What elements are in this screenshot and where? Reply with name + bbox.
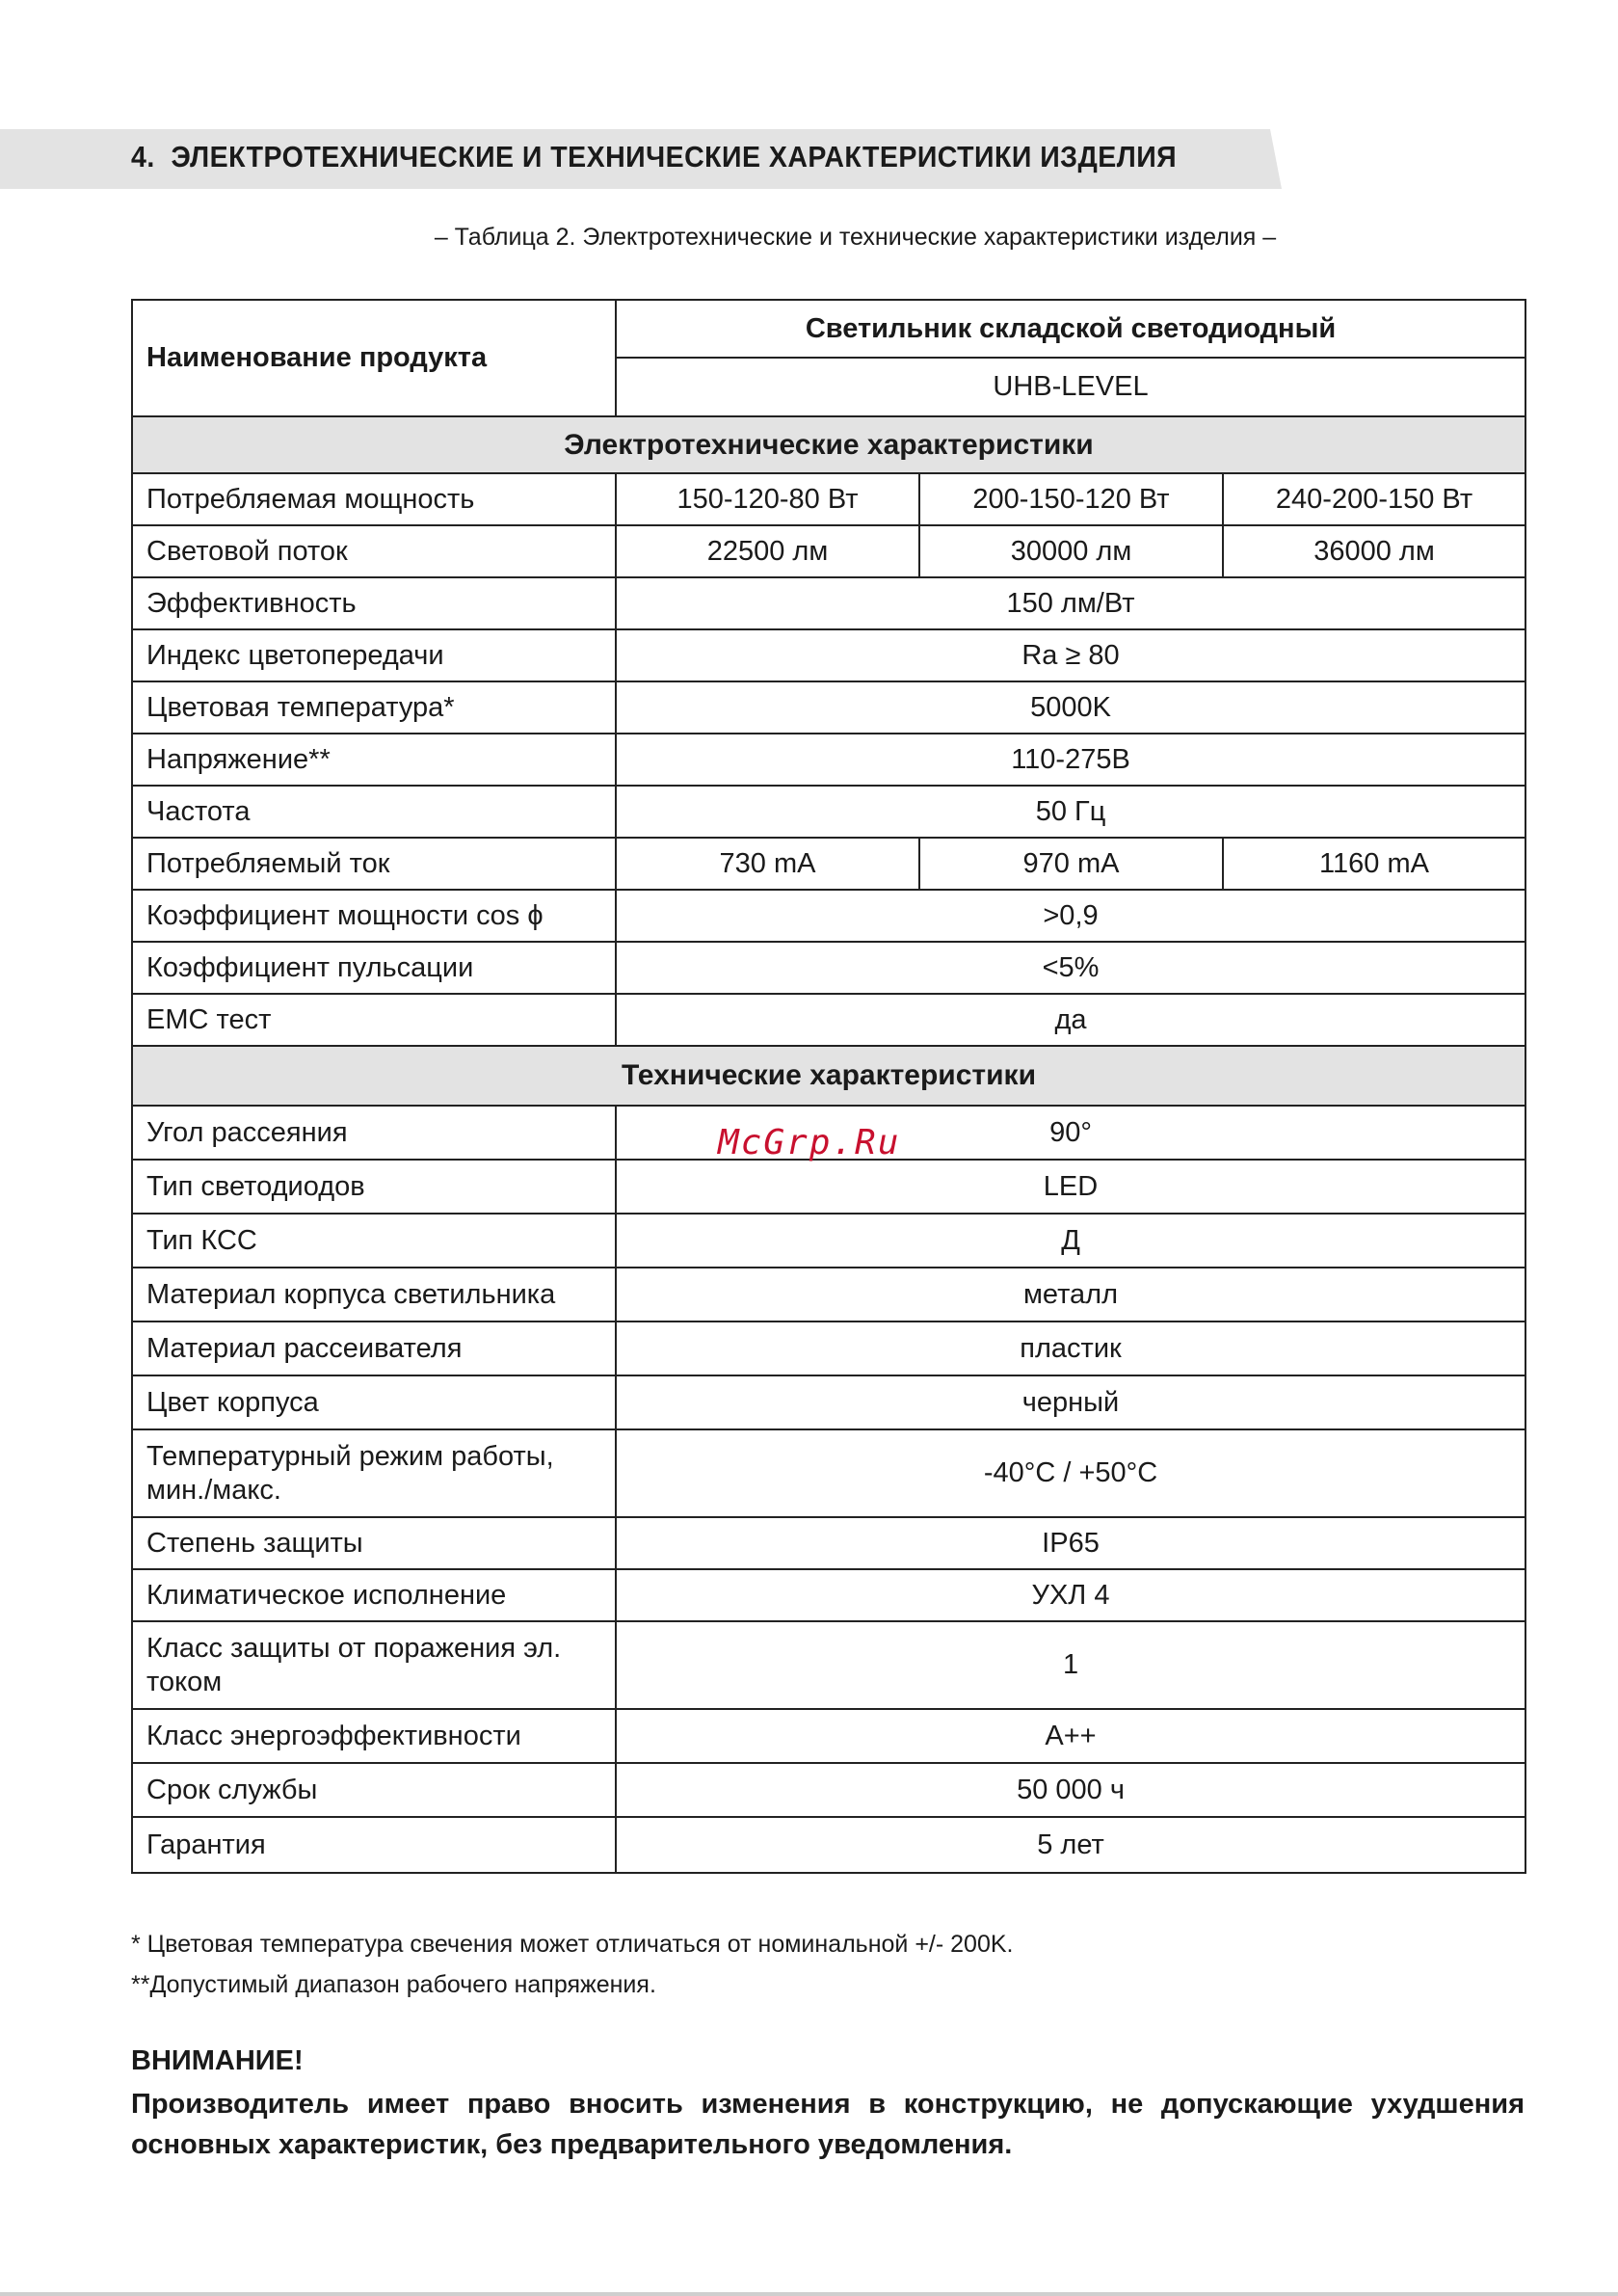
footnote-color-temperature: * Цветовая температура свечения может отличаться от номинальной +/- 200K. [131, 1931, 1014, 1958]
electrical-section-header: Электротехнические характеристики [132, 416, 1525, 473]
table-row: Световой поток 22500 лм 30000 лм 36000 лм [132, 525, 1525, 577]
spec-table [131, 299, 1526, 1874]
table-row: Потребляемый ток 730 mA 970 mA 1160 mA [132, 838, 1525, 890]
table-row: Частота 50 Гц [132, 786, 1525, 838]
table-row: Коэффициент мощности cos ϕ >0,9 [132, 890, 1525, 942]
table-row: Потребляемая мощность 150-120-80 Вт 200-150-120 Вт 240-200-150 Вт [132, 473, 1525, 525]
table-row: EMC тест да [132, 994, 1525, 1046]
table-row: Материал корпуса светильника металл [132, 1268, 1525, 1322]
footnote-voltage: **Допустимый диапазон рабочего напряжения. [131, 1971, 656, 1998]
product-model: UHB-LEVEL [616, 358, 1525, 416]
table-row: Класс защиты от поражения эл. током 1 [132, 1621, 1525, 1709]
table-row: Напряжение** 110-275В [132, 734, 1525, 786]
table-row: Срок службы 50 000 ч [132, 1763, 1525, 1817]
table-row: Класс энергоэффективности A++ [132, 1709, 1525, 1763]
table-row: Цветовая температура* 5000K [132, 681, 1525, 734]
section-number: 4. [131, 140, 155, 174]
table-row: Температурный режим работы, мин./макс. -40°C / +50°C [132, 1429, 1525, 1517]
table-row: Материал рассеивателя пластик [132, 1322, 1525, 1375]
table-row: Угол рассеяния 90° [132, 1106, 1525, 1160]
table-row: Тип КСС Д [132, 1214, 1525, 1268]
table-row: Степень защиты IP65 [132, 1517, 1525, 1569]
table-row: Гарантия 5 лет [132, 1817, 1525, 1873]
table-row: Климатическое исполнение УХЛ 4 [132, 1569, 1525, 1621]
table-caption: – Таблица 2. Электротехнические и технические характеристики изделия – [434, 224, 1277, 251]
footnotes [131, 1924, 1013, 2005]
watermark: McGrp.Ru [718, 1123, 901, 1162]
section-title [131, 140, 1177, 174]
warning-text: Производитель имеет право вносить изменения в конструкцию, не допускающие ухудшения основных характеристик, без предварительного уведомления. [131, 2089, 1525, 2160]
page-bottom-rule [0, 2292, 1618, 2296]
product-name: Светильник складской светодиодный [616, 300, 1525, 358]
table-row: Тип светодиодов LED [132, 1160, 1525, 1214]
table-row [132, 300, 1525, 358]
warning-title: ВНИМАНИЕ! [131, 2045, 304, 2076]
technical-section-header: Технические характеристики [132, 1046, 1525, 1106]
table-row: Цвет корпуса черный [132, 1375, 1525, 1429]
table-row: Индекс цветопередачи Ra ≥ 80 [132, 629, 1525, 681]
table-row: Эффективность 150 лм/Вт [132, 577, 1525, 629]
table-row: Коэффициент пульсации <5% [132, 942, 1525, 994]
product-label: Наименование продукта [132, 300, 616, 416]
section-title-text: ЭЛЕКТРОТЕХНИЧЕСКИЕ И ТЕХНИЧЕСКИЕ ХАРАКТЕРИСТИКИ ИЗДЕЛИЯ [171, 140, 1178, 174]
